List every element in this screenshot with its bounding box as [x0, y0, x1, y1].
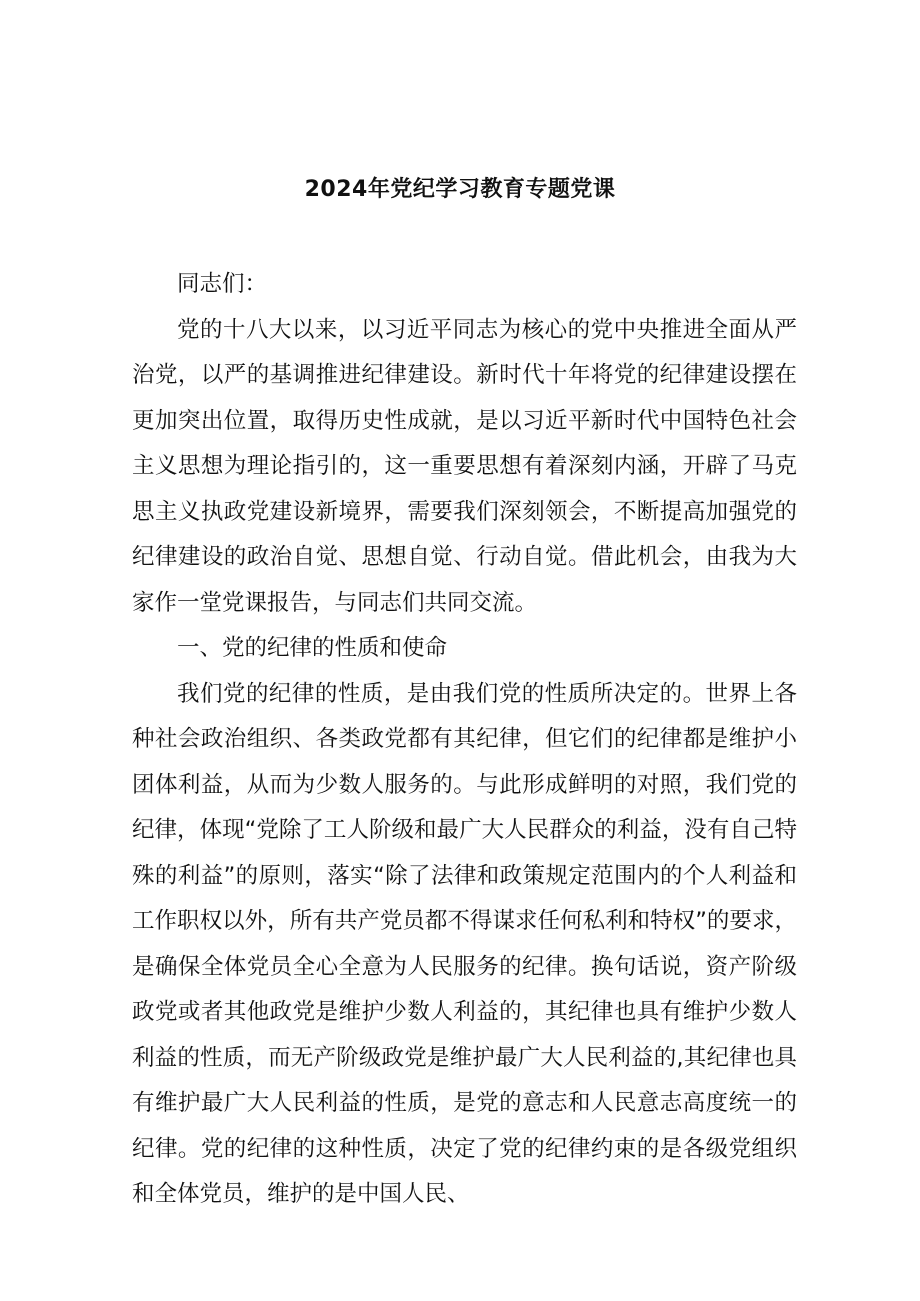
intro-paragraph: 党的十八大以来，以习近平同志为核心的党中央推进全面从严治党，以严的基调推进纪律建设。新时代十年将党的纪律建设摆在更加突出位置，取得历史性成就，是以习近平新时代中国特色社会主义思想为理论指引的，这一重要思想有着深刻内涵，开辟了马克思主义执政党建设新境界，需要我们深刻领会，不断提高加强党的纪律建设的政治自觉、思想自觉、行动自觉。借此机会，由我为大家作一堂党课报告，与同志们共同交流。 — [132, 316, 797, 616]
document-title: 2024年党纪学习教育专题党课 — [304, 177, 616, 202]
document-body — [132, 262, 797, 1218]
section-1-paragraph: 我们党的纪律的性质，是由我们党的性质所决定的。世界上各种社会政治组织、各类政党都有其纪律，但它们的纪律都是维护小团体利益，从而为少数人服务的。与此形成鲜明的对照，我们党的纪律，体现“党除了工人阶级和最广大人民群众的利益，没有自己特殊的利益”的原则，落实“除了法律和政策规定范围内的个人利益和工作职权以外，所有共产党员都不得谋求任何私利和特权”的要求，是确保全体党员全心全意为人民服务的纪律。换句话说，资产阶级政党或者其他政党是维护少数人利益的，其纪律也具有维护少数人利益的性质，而无产阶级政党是维护最广大人民利益的,其纪律也具有维护最广大人民利益的性质，是党的意志和人民意志高度统一的纪律。党的纪律的这种性质，决定了党的纪律约束的是各级党组织和全体党员，维护的是中国人民、 — [132, 680, 797, 1207]
section-heading-1: 一、党的纪律的性质和使命 — [177, 635, 448, 661]
salutation: 同志们： — [177, 271, 268, 297]
